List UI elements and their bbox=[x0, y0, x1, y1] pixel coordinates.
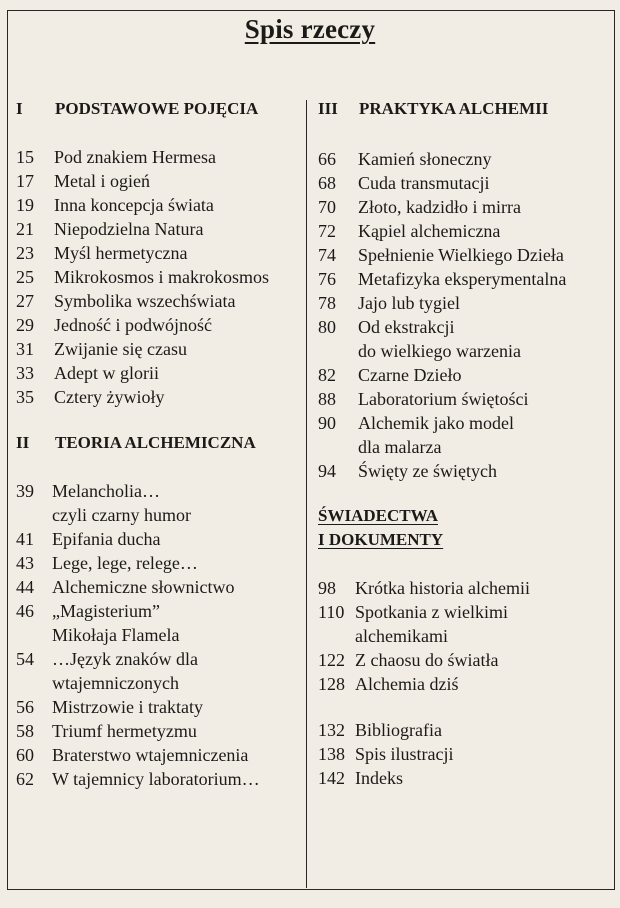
page-number: 21 bbox=[16, 219, 34, 239]
page-number: 35 bbox=[16, 387, 34, 407]
witness-heading-line2: I DOKUMENTY bbox=[318, 530, 444, 549]
page-number: 43 bbox=[16, 553, 34, 573]
witness-heading-line1: ŚWIADECTWA bbox=[318, 506, 438, 525]
page-number: 110 bbox=[318, 602, 345, 622]
page-number: 25 bbox=[16, 267, 34, 287]
entry-title: alchemikami bbox=[355, 626, 448, 646]
page-number: 58 bbox=[16, 721, 34, 741]
page-number: 60 bbox=[16, 745, 34, 765]
page-number: 132 bbox=[318, 720, 345, 740]
entry-title: Spełnienie Wielkiego Dzieła bbox=[358, 245, 564, 265]
page-number: 23 bbox=[16, 243, 34, 263]
entry-title: Symbolika wszechświata bbox=[54, 291, 236, 311]
page-number: 90 bbox=[318, 413, 336, 433]
page-number: 17 bbox=[16, 171, 34, 191]
entry-title: Od ekstrakcji bbox=[358, 317, 455, 337]
page-number: 68 bbox=[318, 173, 336, 193]
entry-title: Indeks bbox=[355, 768, 403, 788]
entry-title: wtajemniczonych bbox=[52, 673, 179, 693]
page-number: 72 bbox=[318, 221, 336, 241]
column-divider bbox=[306, 100, 307, 888]
page-number: 15 bbox=[16, 147, 34, 167]
entry-title: Melancholia… bbox=[52, 481, 160, 501]
page-number: 128 bbox=[318, 674, 345, 694]
page-number: 66 bbox=[318, 149, 336, 169]
entry-title: Niepodzielna Natura bbox=[54, 219, 204, 239]
section-label: PRAKTYKA ALCHEMII bbox=[359, 99, 549, 118]
entry-title: Lege, lege, relege… bbox=[52, 553, 198, 573]
entry-title: Czarne Dzieło bbox=[358, 365, 462, 385]
entry-title: Metal i ogień bbox=[54, 171, 150, 191]
entry-title: Epifania ducha bbox=[52, 529, 161, 549]
page-number: 88 bbox=[318, 389, 336, 409]
page-number: 41 bbox=[16, 529, 34, 549]
page-number: 62 bbox=[16, 769, 34, 789]
page-number: 54 bbox=[16, 649, 34, 669]
entry-title: Krótka historia alchemii bbox=[355, 578, 530, 598]
page-number: 70 bbox=[318, 197, 336, 217]
entry-title: Metafizyka eksperymentalna bbox=[358, 269, 567, 289]
entry-title: dla malarza bbox=[358, 437, 442, 457]
section-heading-1 bbox=[16, 99, 259, 119]
page-number: 33 bbox=[16, 363, 34, 383]
entry-title: Laboratorium świętości bbox=[358, 389, 529, 409]
section-heading-3 bbox=[318, 99, 549, 119]
entry-title: Myśl hermetyczna bbox=[54, 243, 188, 263]
entry-title: W tajemnicy laboratorium… bbox=[52, 769, 260, 789]
entry-title: Mikrokosmos i makrokosmos bbox=[54, 267, 270, 287]
entry-title: Złoto, kadzidło i mirra bbox=[358, 197, 521, 217]
entry-title: Bibliografia bbox=[355, 720, 442, 740]
page-number: 27 bbox=[16, 291, 34, 311]
entry-title: Kąpiel alchemiczna bbox=[358, 221, 501, 241]
entry-title: czyli czarny humor bbox=[52, 505, 191, 525]
page-number: 31 bbox=[16, 339, 34, 359]
page-number: 98 bbox=[318, 578, 336, 598]
entry-title: Mikołaja Flamela bbox=[52, 625, 180, 645]
entry-title: „Magisterium” bbox=[52, 601, 160, 621]
page-number: 46 bbox=[16, 601, 34, 621]
section-number: II bbox=[16, 433, 30, 452]
entry-title: Alchemiczne słownictwo bbox=[52, 577, 235, 597]
page-number: 122 bbox=[318, 650, 345, 670]
page-number: 56 bbox=[16, 697, 34, 717]
page-number: 94 bbox=[318, 461, 336, 481]
entry-title: Cuda transmutacji bbox=[358, 173, 490, 193]
section-label: TEORIA ALCHEMICZNA bbox=[55, 433, 256, 452]
entry-title: Inna koncepcja świata bbox=[54, 195, 214, 215]
entry-title: Kamień słoneczny bbox=[358, 149, 492, 169]
entry-title: Jedność i podwójność bbox=[54, 315, 212, 335]
entry-title: Pod znakiem Hermesa bbox=[54, 147, 216, 167]
entry-title: Cztery żywioły bbox=[54, 387, 165, 407]
entry-title: Jajo lub tygiel bbox=[358, 293, 460, 313]
page-number: 39 bbox=[16, 481, 34, 501]
entry-title: …Język znaków dla bbox=[52, 649, 198, 669]
entry-title: Alchemik jako model bbox=[358, 413, 514, 433]
entry-title: Z chaosu do światła bbox=[355, 650, 499, 670]
section-number: I bbox=[16, 99, 23, 118]
entry-title: Zwijanie się czasu bbox=[54, 339, 187, 359]
page-number: 80 bbox=[318, 317, 336, 337]
page-number: 82 bbox=[318, 365, 336, 385]
page-number: 19 bbox=[16, 195, 34, 215]
witness-heading bbox=[318, 504, 443, 552]
page-number: 74 bbox=[318, 245, 336, 265]
entry-title: do wielkiego warzenia bbox=[358, 341, 521, 361]
page-number: 138 bbox=[318, 744, 345, 764]
section-label: PODSTAWOWE POJĘCIA bbox=[55, 99, 259, 118]
entry-title: Triumf hermetyzmu bbox=[52, 721, 197, 741]
entry-title: Spotkania z wielkimi bbox=[355, 602, 508, 622]
page-number: 44 bbox=[16, 577, 34, 597]
entry-title: Alchemia dziś bbox=[355, 674, 459, 694]
page-title: Spis rzeczy bbox=[244, 14, 376, 44]
entry-title: Mistrzowie i traktaty bbox=[52, 697, 203, 717]
entry-title: Braterstwo wtajemniczenia bbox=[52, 745, 249, 765]
page-number: 142 bbox=[318, 768, 345, 788]
page-number: 76 bbox=[318, 269, 336, 289]
section-number: III bbox=[318, 99, 338, 118]
section-heading-2 bbox=[16, 433, 256, 453]
entry-title: Adept w glorii bbox=[54, 363, 159, 383]
page-number: 29 bbox=[16, 315, 34, 335]
entry-title: Święty ze świętych bbox=[358, 461, 497, 481]
entry-title: Spis ilustracji bbox=[355, 744, 454, 764]
page-number: 78 bbox=[318, 293, 336, 313]
